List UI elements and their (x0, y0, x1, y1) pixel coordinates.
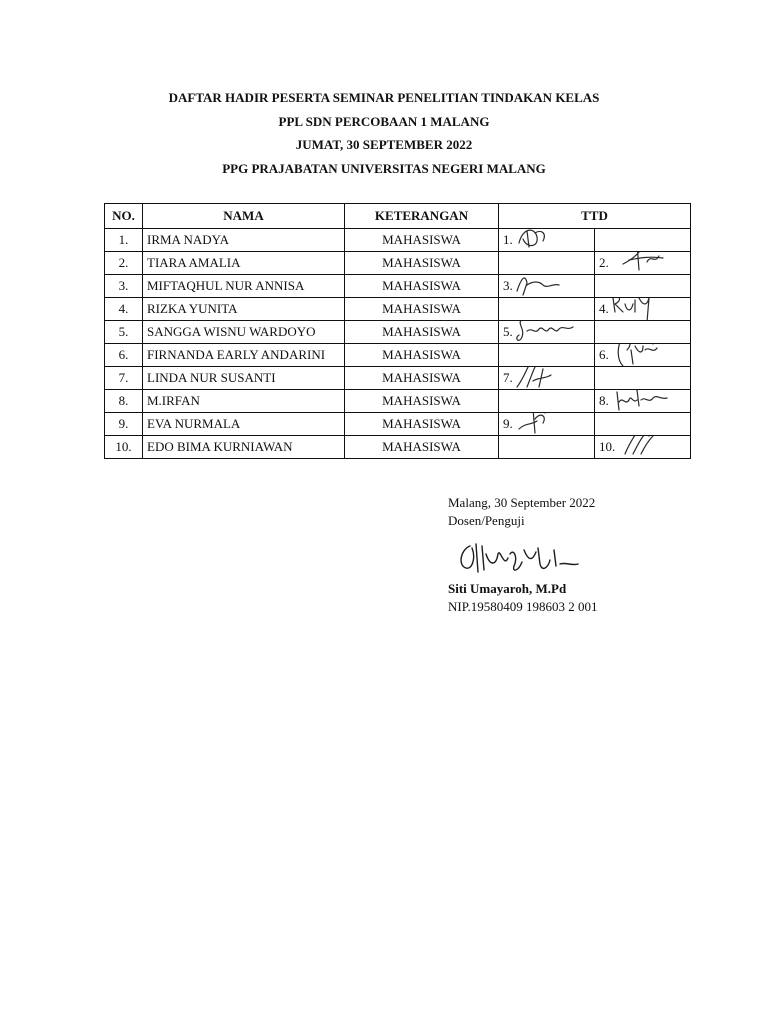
column-header-keterangan: KETERANGAN (345, 204, 499, 229)
table-row (105, 321, 691, 344)
row-name: FIRNANDA EARLY ANDARINI (143, 344, 345, 367)
signature-cell-empty (499, 252, 595, 275)
signature-number: 7. (503, 370, 513, 385)
signature-cell (499, 321, 595, 344)
attendance-table (104, 203, 691, 459)
row-number: 1. (105, 229, 143, 252)
signature-cell (595, 436, 691, 459)
column-header-no: NO. (105, 204, 143, 229)
signature-mark (513, 413, 569, 436)
signature-number: 5. (503, 324, 513, 339)
table-row (105, 298, 691, 321)
row-name: M.IRFAN (143, 390, 345, 413)
signature-cell (499, 229, 595, 252)
signature-cell-empty (595, 367, 691, 390)
header-date: JUMAT, 30 SEPTEMBER 2022 (295, 137, 473, 152)
row-keterangan: MAHASISWA (345, 390, 499, 413)
row-name: EVA NURMALA (143, 413, 345, 436)
row-number: 9. (105, 413, 143, 436)
row-name: RIZKA YUNITA (143, 298, 345, 321)
signature-number: 2. (599, 255, 609, 270)
row-keterangan: MAHASISWA (345, 436, 499, 459)
row-keterangan: MAHASISWA (345, 275, 499, 298)
signature-number: 1. (503, 232, 513, 247)
signature-cell (595, 298, 691, 321)
signature-cell-empty (595, 413, 691, 436)
row-keterangan: MAHASISWA (345, 298, 499, 321)
signature-cell-empty (499, 344, 595, 367)
table-header-row (105, 204, 691, 229)
signature-mark (619, 436, 667, 459)
signature-cell (499, 413, 595, 436)
row-number: 2. (105, 252, 143, 275)
row-number: 4. (105, 298, 143, 321)
row-name: SANGGA WISNU WARDOYO (143, 321, 345, 344)
signature-cell (499, 367, 595, 390)
signature-role: Dosen/Penguji (448, 513, 525, 528)
signature-number: 6. (599, 347, 609, 362)
signature-mark (613, 344, 665, 367)
table-row (105, 367, 691, 390)
column-header-nama: NAMA (143, 204, 345, 229)
row-number: 5. (105, 321, 143, 344)
signature-mark (609, 298, 657, 321)
signature-cell-empty (499, 298, 595, 321)
table-row (105, 252, 691, 275)
signature-mark (513, 275, 563, 298)
signature-cell-empty (595, 229, 691, 252)
signature-place-date: Malang, 30 September 2022 (448, 495, 596, 510)
row-keterangan: MAHASISWA (345, 321, 499, 344)
header-school: PPL SDN PERCOBAAN 1 MALANG (278, 113, 490, 129)
table-row (105, 344, 691, 367)
row-keterangan: MAHASISWA (345, 252, 499, 275)
signature-number: 10. (599, 439, 616, 454)
row-name: EDO BIMA KURNIAWAN (143, 436, 345, 459)
row-keterangan: MAHASISWA (345, 344, 499, 367)
signature-mark (513, 321, 577, 344)
signature-mark (613, 390, 669, 413)
row-number: 7. (105, 367, 143, 390)
signature-cell (595, 344, 691, 367)
row-number: 10. (105, 436, 143, 459)
signature-mark (619, 252, 669, 275)
row-keterangan: MAHASISWA (345, 413, 499, 436)
signature-cell-empty (595, 321, 691, 344)
row-name: MIFTAQHUL NUR ANNISA (143, 275, 345, 298)
signature-cell (595, 252, 691, 275)
signature-number: 8. (599, 393, 609, 408)
column-header-ttd: TTD (499, 204, 691, 229)
table-row (105, 390, 691, 413)
table-row (105, 275, 691, 298)
header-institution: PPG PRAJABATAN UNIVERSITAS NEGERI MALANG (222, 160, 546, 176)
table-row (105, 229, 691, 252)
signature-mark (513, 367, 557, 390)
table-row (105, 413, 691, 436)
signature-mark (513, 229, 553, 252)
signature-cell-empty (595, 275, 691, 298)
row-number: 6. (105, 344, 143, 367)
row-number: 3. (105, 275, 143, 298)
table-row (105, 436, 691, 459)
signature-cell-empty (499, 390, 595, 413)
header-title: DAFTAR HADIR PESERTA SEMINAR PENELITIAN TINDAKAN KELAS (168, 90, 600, 105)
row-name: LINDA NUR SUSANTI (143, 367, 345, 390)
signature-number: 4. (599, 301, 609, 316)
signature-cell-empty (499, 436, 595, 459)
signature-cell (499, 275, 595, 298)
lecturer-signature (454, 538, 584, 578)
row-keterangan: MAHASISWA (345, 367, 499, 390)
signature-number: 9. (503, 416, 513, 431)
row-keterangan: MAHASISWA (345, 229, 499, 252)
row-name: TIARA AMALIA (143, 252, 345, 275)
lecturer-nip: NIP.19580409 198603 2 001 (448, 599, 598, 614)
signature-block (448, 494, 708, 616)
signature-number: 3. (503, 278, 513, 293)
lecturer-name: Siti Umayaroh, M.Pd (448, 581, 567, 596)
document-header (0, 86, 768, 180)
row-name: IRMA NADYA (143, 229, 345, 252)
row-number: 8. (105, 390, 143, 413)
signature-cell (595, 390, 691, 413)
